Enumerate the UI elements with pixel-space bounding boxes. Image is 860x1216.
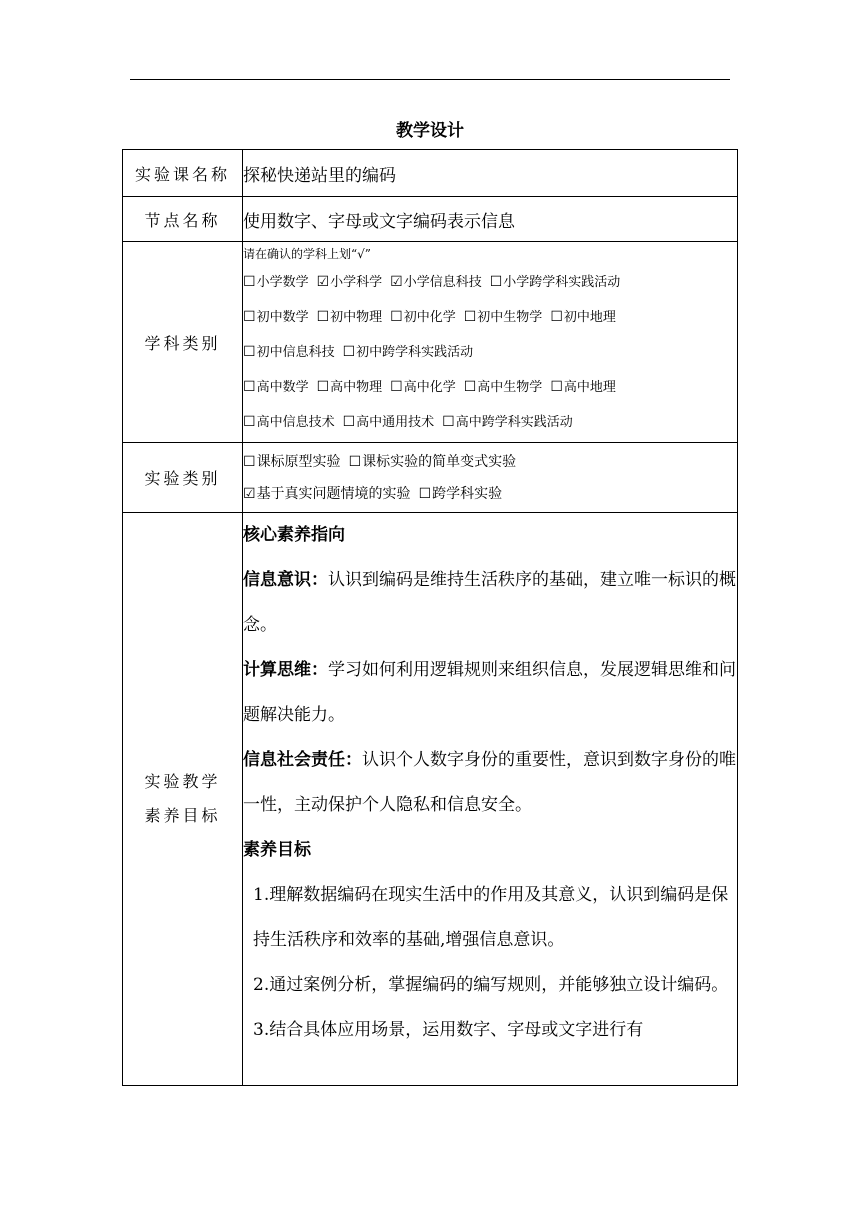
- subject-option[interactable]: [464, 380, 543, 395]
- label-course-name: 实验课名称: [123, 150, 243, 197]
- checkbox-icon[interactable]: ☐: [550, 378, 563, 395]
- subject-option-label: 初中跨学科实践活动: [356, 344, 474, 360]
- subject-option[interactable]: [464, 310, 543, 325]
- checkbox-icon[interactable]: ☐: [243, 378, 256, 395]
- subject-option-label: 高中物理: [330, 379, 383, 395]
- subject-option[interactable]: [390, 380, 456, 395]
- design-table: [122, 149, 738, 1086]
- literacy-content: [243, 513, 738, 1086]
- subject-line: [243, 335, 737, 370]
- subject-option-label: 小学数学: [256, 274, 309, 290]
- experiment-option-label: 课标原型实验: [256, 453, 341, 470]
- subject-option[interactable]: [243, 345, 335, 360]
- subject-option-label: 小学科学: [330, 274, 383, 290]
- experiment-line: [243, 478, 737, 510]
- subject-option-label: 初中信息科技: [256, 344, 335, 360]
- experiment-option-label: 课标实验的简单变式实验: [362, 453, 517, 470]
- checkbox-icon[interactable]: ☐: [342, 343, 356, 360]
- checkbox-icon[interactable]: ☐: [390, 308, 403, 325]
- subject-option[interactable]: [243, 415, 335, 430]
- subject-option[interactable]: [442, 415, 573, 430]
- subject-option[interactable]: [490, 275, 621, 290]
- subject-option-label: 初中数学: [256, 309, 309, 325]
- label-experiment: 实验类别: [123, 443, 243, 513]
- subject-option-label: 高中信息技术: [256, 414, 335, 430]
- checkbox-icon[interactable]: ☐: [550, 308, 563, 325]
- experiment-option-label: 基于真实问题情境的实验: [256, 485, 411, 502]
- subject-option[interactable]: [390, 310, 456, 325]
- subject-option[interactable]: [343, 415, 435, 430]
- checkbox-icon[interactable]: ☐: [342, 413, 356, 430]
- subject-line: [243, 405, 737, 440]
- row-node-name: [123, 197, 738, 242]
- checkbox-icon[interactable]: ☐: [243, 413, 256, 430]
- checkbox-icon[interactable]: ☐: [418, 485, 432, 502]
- subject-option[interactable]: [390, 275, 482, 290]
- subject-option-label: 小学跨学科实践活动: [503, 274, 621, 290]
- subject-option-label: 初中生物学: [477, 309, 543, 325]
- node-name-value: 使用数字、字母或文字编码表示信息: [243, 197, 738, 242]
- subject-option-label: 高中生物学: [477, 379, 543, 395]
- experiment-line: [243, 446, 737, 478]
- checkbox-icon[interactable]: ☐: [348, 453, 362, 470]
- goal-item-2: 2.通过案例分析，掌握编码的编写规则，并能够独立设计编码。: [253, 975, 729, 995]
- label-literacy-line1: 实验教学: [144, 772, 221, 791]
- experiment-option[interactable]: [243, 454, 341, 470]
- checkbox-icon[interactable]: ☐: [243, 273, 256, 290]
- subject-option[interactable]: [243, 275, 309, 290]
- experiment-option[interactable]: [243, 486, 411, 502]
- checkbox-icon[interactable]: ☐: [489, 273, 503, 290]
- subject-option[interactable]: [343, 345, 474, 360]
- course-name-value: 探秘快递站里的编码: [243, 150, 738, 197]
- info-awareness-text: 认识到编码是维持生活秩序的基础，建立唯一标识的概念。: [243, 570, 736, 635]
- checkbox-icon[interactable]: ☐: [463, 378, 477, 395]
- info-awareness-label: 信息意识：: [243, 570, 328, 590]
- subject-line: [243, 370, 737, 405]
- header-rule: [130, 79, 730, 80]
- subject-line: [243, 265, 737, 300]
- row-course-name: [123, 150, 738, 197]
- goal-item-1: 1.理解数据编码在现实生活中的作用及其意义，认识到编码是保持生活秩序和效率的基础,增强信息意识。: [253, 885, 729, 950]
- experiment-option[interactable]: [349, 454, 517, 470]
- subject-options: [243, 242, 738, 443]
- subject-option-label: 高中通用技术: [356, 414, 435, 430]
- subject-option[interactable]: [243, 380, 309, 395]
- row-subject: [123, 242, 738, 443]
- experiment-option[interactable]: [419, 486, 503, 502]
- checkbox-icon[interactable]: ☐: [316, 378, 330, 395]
- subject-option-label: 高中数学: [256, 379, 309, 395]
- page-title: 教学设计: [396, 121, 464, 141]
- social-text: 认识个人数字身份的重要性，意识到数字身份的唯一性，主动保护个人隐私和信息安全。: [243, 750, 736, 815]
- checked-box-icon[interactable]: ☑: [390, 273, 403, 290]
- subject-option[interactable]: [317, 275, 383, 290]
- subject-line: [243, 300, 737, 335]
- row-experiment: [123, 443, 738, 513]
- subject-option-label: 初中化学: [403, 309, 456, 325]
- label-literacy: [123, 513, 243, 1086]
- subject-option-label: 小学信息科技: [403, 274, 482, 290]
- checkbox-icon[interactable]: ☐: [243, 308, 256, 325]
- label-literacy-line2: 素养目标: [144, 806, 221, 825]
- experiment-option-label: 跨学科实验: [432, 485, 503, 502]
- subject-option[interactable]: [317, 310, 383, 325]
- info-awareness-paragraph: [243, 558, 737, 648]
- subject-option-label: 高中化学: [403, 379, 456, 395]
- checkbox-icon[interactable]: ☐: [442, 413, 455, 430]
- subject-option[interactable]: [550, 380, 616, 395]
- subject-option-label: 初中物理: [330, 309, 383, 325]
- subject-option-label: 高中地理: [563, 379, 616, 395]
- checkbox-icon[interactable]: ☐: [243, 343, 256, 360]
- checkbox-icon[interactable]: ☐: [463, 308, 477, 325]
- checkbox-icon[interactable]: ☐: [316, 308, 330, 325]
- label-subject: 学科类别: [123, 242, 243, 443]
- goal-heading: 素养目标: [243, 840, 311, 860]
- subject-hint: 请在确认的学科上划“√”: [243, 246, 371, 261]
- computational-label: 计算思维：: [243, 660, 328, 680]
- subject-option-label: 高中跨学科实践活动: [455, 414, 573, 430]
- checkbox-icon[interactable]: ☐: [243, 453, 256, 470]
- subject-option[interactable]: [317, 380, 383, 395]
- subject-option[interactable]: [243, 310, 309, 325]
- computational-paragraph: [243, 648, 737, 738]
- goal-item-3: 3.结合具体应用场景，运用数字、字母或文字进行有: [253, 1020, 644, 1040]
- social-label: 信息社会责任：: [243, 750, 362, 770]
- subject-option-label: 初中地理: [563, 309, 616, 325]
- core-literacy-heading: 核心素养指向: [243, 525, 345, 545]
- checked-box-icon[interactable]: ☑: [316, 273, 330, 290]
- checked-box-icon[interactable]: ☑: [243, 485, 256, 502]
- label-node-name: 节点名称: [123, 197, 243, 242]
- computational-text: 学习如何利用逻辑规则来组织信息，发展逻辑思维和问题解决能力。: [243, 660, 736, 725]
- social-paragraph: [243, 738, 737, 828]
- row-literacy: [123, 513, 738, 1086]
- checkbox-icon[interactable]: ☐: [390, 378, 403, 395]
- experiment-options: [243, 443, 738, 513]
- subject-option[interactable]: [550, 310, 616, 325]
